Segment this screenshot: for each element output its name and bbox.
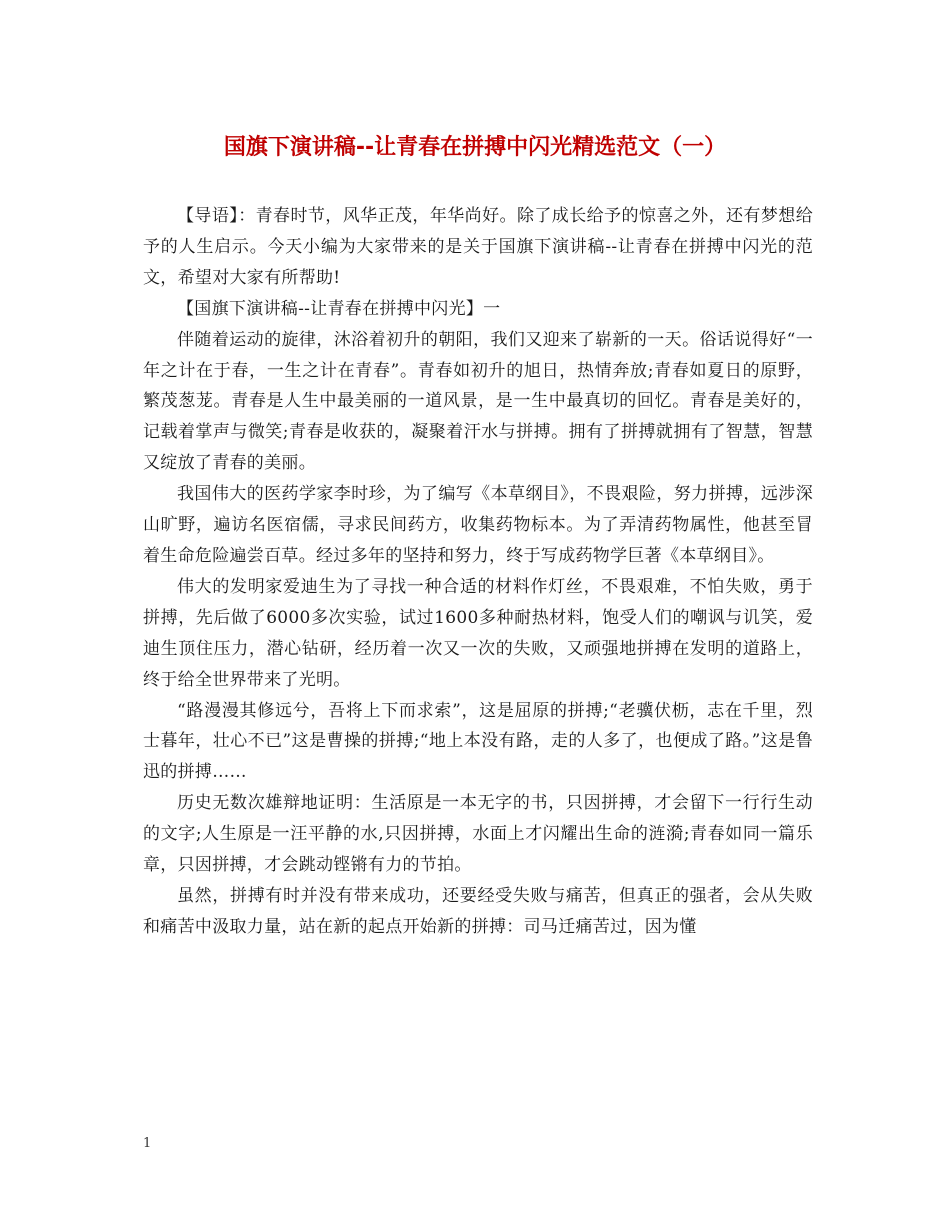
document-title: 国旗下演讲稿--让青春在拼搏中闪光精选范文（一）	[223, 135, 727, 160]
paragraph-li-shizhen: 我国伟大的医药学家李时珍，为了编写《本草纲目》，不畏艰险，努力拼搏，远涉深山旷野，遍访名医宿儒，寻求民间药方，收集药物标本。为了弄清药物属性，他甚至冒着生命危险遍尝百草。经过多年的坚持和努力，终于写成药物学巨著《本草纲目》。	[143, 484, 813, 566]
paragraph-edison: 伟大的发明家爱迪生为了寻找一种合适的材料作灯丝，不畏艰难，不怕失败，勇于拼搏，先后做了6000多次实验，试过1600多种耐热材料，饱受人们的嘲讽与讥笑，爱迪生顶住压力，潜心钻研，经历着一次又一次的失败，又顽强地拼搏在发明的道路上，终于给全世界带来了光明。	[143, 576, 813, 690]
paragraph-section-heading: 【国旗下演讲稿--让青春在拼搏中闪光】一	[177, 298, 501, 319]
paragraph-history: 历史无数次雄辩地证明：生活原是一本无字的书，只因拼搏，才会留下一行行生动的文字;人生原是一汪平静的水,只因拼搏，水面上才闪耀出生命的涟漪;青春如同一篇乐章，只因拼搏，才会跳动铿锵有力的节拍。	[143, 793, 813, 876]
paragraph-youth: 伴随着运动的旋律，沐浴着初升的朝阳，我们又迎来了崭新的一天。俗话说得好“一年之计在于春，一生之计在青春”。青春如初升的旭日，热情奔放;青春如夏日的原野，繁茂葱茏。青春是人生中最美丽的一道风景，是一生中最真切的回忆。青春是美好的，记载着掌声与微笑;青春是收获的，凝聚着汗水与拼搏。拥有了拼搏就拥有了智慧，智慧又绽放了青春的美丽。	[143, 329, 813, 474]
paragraph-intro: 【导语】：青春时节，风华正茂，年华尚好。除了成长给予的惊喜之外，还有梦想给予的人生启示。今天小编为大家带来的是关于国旗下演讲稿--让青春在拼搏中闪光的范文，希望对大家有所帮助!	[143, 206, 813, 288]
document-body	[143, 201, 813, 943]
paragraph-failure: 虽然，拼搏有时并没有带来成功，还要经受失败与痛苦，但真正的强者，会从失败和痛苦中汲取力量，站在新的起点开始新的拼搏：司马迁痛苦过，因为懂	[143, 885, 813, 937]
page-number: 1	[143, 1136, 152, 1151]
paragraph-quotes: “路漫漫其修远兮，吾将上下而求索”，这是屈原的拼搏;“老骥伏枥，志在千里，烈士暮年，壮心不已”这是曹操的拼搏;“地上本没有路，走的人多了，也便成了路。”这是鲁迅的拼搏……	[143, 700, 813, 783]
